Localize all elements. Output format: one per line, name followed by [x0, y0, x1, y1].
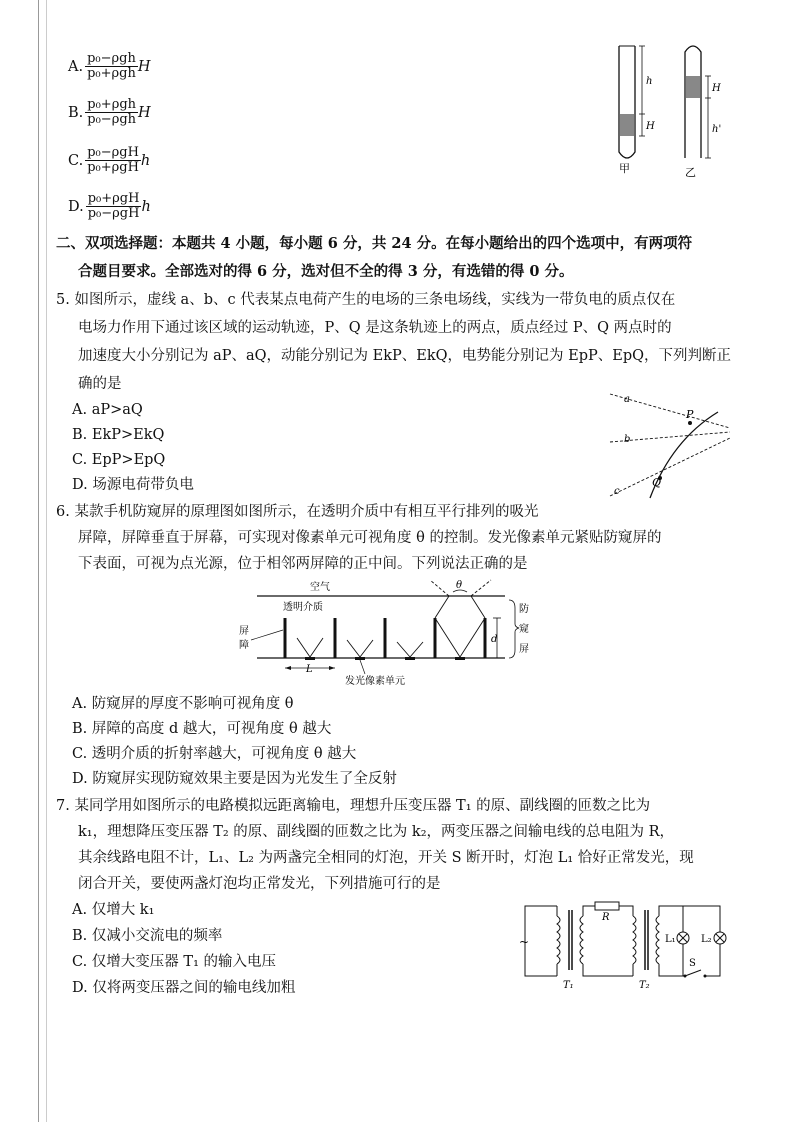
q7-stem-line3: 其余线路电阻不计，L₁、L₂ 为两盏完全相同的灯泡，开关 S 断开时，灯泡 L₁ 恰好正常发光，现: [78, 850, 694, 866]
q5-option-a[interactable]: A. aP>aQ: [72, 402, 143, 418]
label-screen-3: 屏: [519, 644, 529, 655]
q5-stem-line3: 加速度大小分别记为 aP、aQ，动能分别记为 EkP、EkQ，电势能分别记为 EpP、EpQ，下列判断正: [78, 348, 732, 364]
numerator: p₀−ρgH: [87, 145, 139, 160]
t1-secondary-coil: [580, 916, 583, 964]
q7-option-a[interactable]: A. 仅增大 k₁: [72, 902, 155, 918]
label-screen-1: 防: [519, 604, 529, 615]
resistor-R: [595, 902, 619, 910]
numerator: p₀+ρgH: [87, 191, 140, 206]
q5-stem-line2: 电场力作用下通过该区域的运动轨迹，P、Q 是这条轨迹上的两点，质点经过 P、Q 两点时的: [78, 320, 672, 336]
t2-primary-coil: [633, 916, 636, 964]
binding-margin-line: [38, 0, 39, 1122]
q7-circuit-figure: [515, 898, 730, 990]
label-air: 空气: [310, 582, 330, 593]
mercury-jia: [620, 114, 634, 136]
q7-option-b[interactable]: B. 仅减小交流电的频率: [72, 928, 223, 944]
label-barrier-2: 障: [239, 640, 249, 651]
q5-field-figure: [600, 390, 735, 500]
denominator: p₀+ρgh: [87, 66, 136, 81]
label-medium: 透明介质: [283, 602, 323, 613]
q6-stem-line3: 下表面，可视为点光源，位于相邻两屏障的正中间。下列说法正确的是: [78, 556, 528, 572]
denominator: p₀+ρgH: [87, 160, 139, 175]
label-T1: T₁: [563, 980, 574, 990]
label-T2: T₂: [639, 980, 650, 990]
q4-option-b[interactable]: [68, 98, 151, 127]
label-R: R: [602, 912, 610, 923]
q6-option-a[interactable]: A. 防窥屏的厚度不影响可视角度 θ: [72, 696, 294, 712]
tube-yi: [685, 46, 701, 158]
fraction: [85, 98, 138, 127]
t2-secondary-coil: [656, 916, 659, 964]
label-d: d: [491, 634, 498, 645]
q4-option-c[interactable]: [68, 146, 150, 175]
option-label: C.: [68, 152, 84, 169]
denominator: p₀−ρgH: [87, 206, 140, 221]
option-tail: H: [137, 58, 151, 75]
source-wire: [525, 906, 557, 976]
label-yi: 乙: [685, 166, 696, 179]
label-pixel: 发光像素单元: [345, 676, 405, 687]
label-L1: L₁: [665, 934, 676, 945]
q6-stem-line2: 屏障，屏障垂直于屏幕，可实现对像素单元可视角度 θ 的控制。发光像素单元紧贴防窥屏的: [78, 530, 662, 546]
label-jia: 甲: [619, 162, 630, 175]
label-L2: L₂: [701, 934, 712, 945]
label-P: P: [686, 408, 694, 421]
numerator: p₀−ρgh: [87, 51, 136, 66]
label-H: H: [646, 121, 655, 132]
label-H-yi: H: [712, 83, 721, 94]
option-label: A.: [68, 58, 84, 75]
option-tail: h: [141, 198, 151, 215]
fraction: [86, 192, 142, 221]
q5-stem-line4: 确的是: [78, 376, 122, 392]
q6-privacy-screen-figure: [235, 578, 535, 688]
option-tail: H: [138, 104, 151, 121]
q5-option-b[interactable]: B. EkP>EkQ: [72, 427, 165, 443]
q4-tube-figure: [605, 40, 745, 180]
q6-option-c[interactable]: C. 透明介质的折射率越大，可视角度 θ 越大: [72, 746, 357, 762]
label-h: h: [646, 76, 653, 87]
label-c: c: [614, 486, 620, 497]
binding-margin-line-inner: [46, 0, 47, 1122]
field-line-c: [610, 438, 730, 496]
q7-option-c[interactable]: C. 仅增大变压器 T₁ 的输入电压: [72, 954, 276, 970]
option-label: D.: [68, 198, 84, 215]
q7-stem-line1: 7. 某同学用如图所示的电路模拟远距离输电，理想升压变压器 T₁ 的原、副线圈的匝数之比为: [56, 798, 651, 814]
switch-S: [685, 970, 701, 976]
ac-source-icon: ~: [519, 935, 530, 949]
label-h-prime: h': [712, 124, 722, 135]
barriers: [285, 618, 485, 658]
label-L: L: [306, 664, 313, 675]
q5-option-d[interactable]: D. 场源电荷带负电: [72, 477, 194, 493]
mercury-yi: [686, 76, 700, 98]
point-P: [688, 421, 692, 425]
section2-line2: 合题目要求。全部选对的得 6 分，选对但不全的得 3 分，有选错的得 0 分。: [78, 263, 574, 280]
fraction: [85, 52, 138, 81]
q6-option-d[interactable]: D. 防窥屏实现防窥效果主要是因为光发生了全反射: [72, 771, 397, 787]
q4-option-d[interactable]: [68, 192, 151, 221]
t1-primary-coil: [557, 916, 560, 964]
q6-option-b[interactable]: B. 屏障的高度 d 越大，可视角度 θ 越大: [72, 721, 332, 737]
q7-stem-line4: 闭合开关，要使两盏灯泡均正常发光，下列措施可行的是: [78, 876, 441, 892]
label-b: b: [624, 434, 631, 445]
screen-brace: [509, 600, 519, 658]
label-barrier-1: 屏: [239, 626, 249, 637]
q6-stem-line1: 6. 某款手机防窥屏的原理图如图所示，在透明介质中有相互平行排列的吸光: [56, 504, 539, 520]
label-theta: θ: [456, 580, 463, 591]
q5-stem-line1: 5. 如图所示，虚线 a、b、c 代表某点电荷产生的电场的三条电场线，实线为一带负电的质点仅在: [56, 292, 676, 308]
q5-option-c[interactable]: C. EpP>EpQ: [72, 452, 166, 468]
label-S: S: [689, 958, 696, 969]
option-tail: h: [140, 152, 151, 169]
q7-option-d[interactable]: D. 仅将两变压器之间的输电线加粗: [72, 980, 296, 996]
numerator: p₀+ρgh: [87, 97, 137, 112]
denominator: p₀−ρgh: [87, 112, 137, 127]
q7-stem-line2: k₁，理想降压变压器 T₂ 的原、副线圈的匝数之比为 k₂，两变压器之间输电线的总电阻为 R，: [78, 824, 675, 840]
label-Q: Q: [652, 476, 662, 489]
label-a: a: [624, 394, 630, 405]
fraction: [85, 146, 141, 175]
section2-line1: 二、双项选择题：本题共 4 小题，每小题 6 分，共 24 分。在每小题给出的四个选项中，有两项符: [56, 235, 693, 252]
q4-option-a[interactable]: [68, 52, 151, 81]
option-label: B.: [68, 104, 84, 121]
tube-jia: [619, 46, 635, 158]
label-screen-2: 窥: [519, 624, 529, 635]
